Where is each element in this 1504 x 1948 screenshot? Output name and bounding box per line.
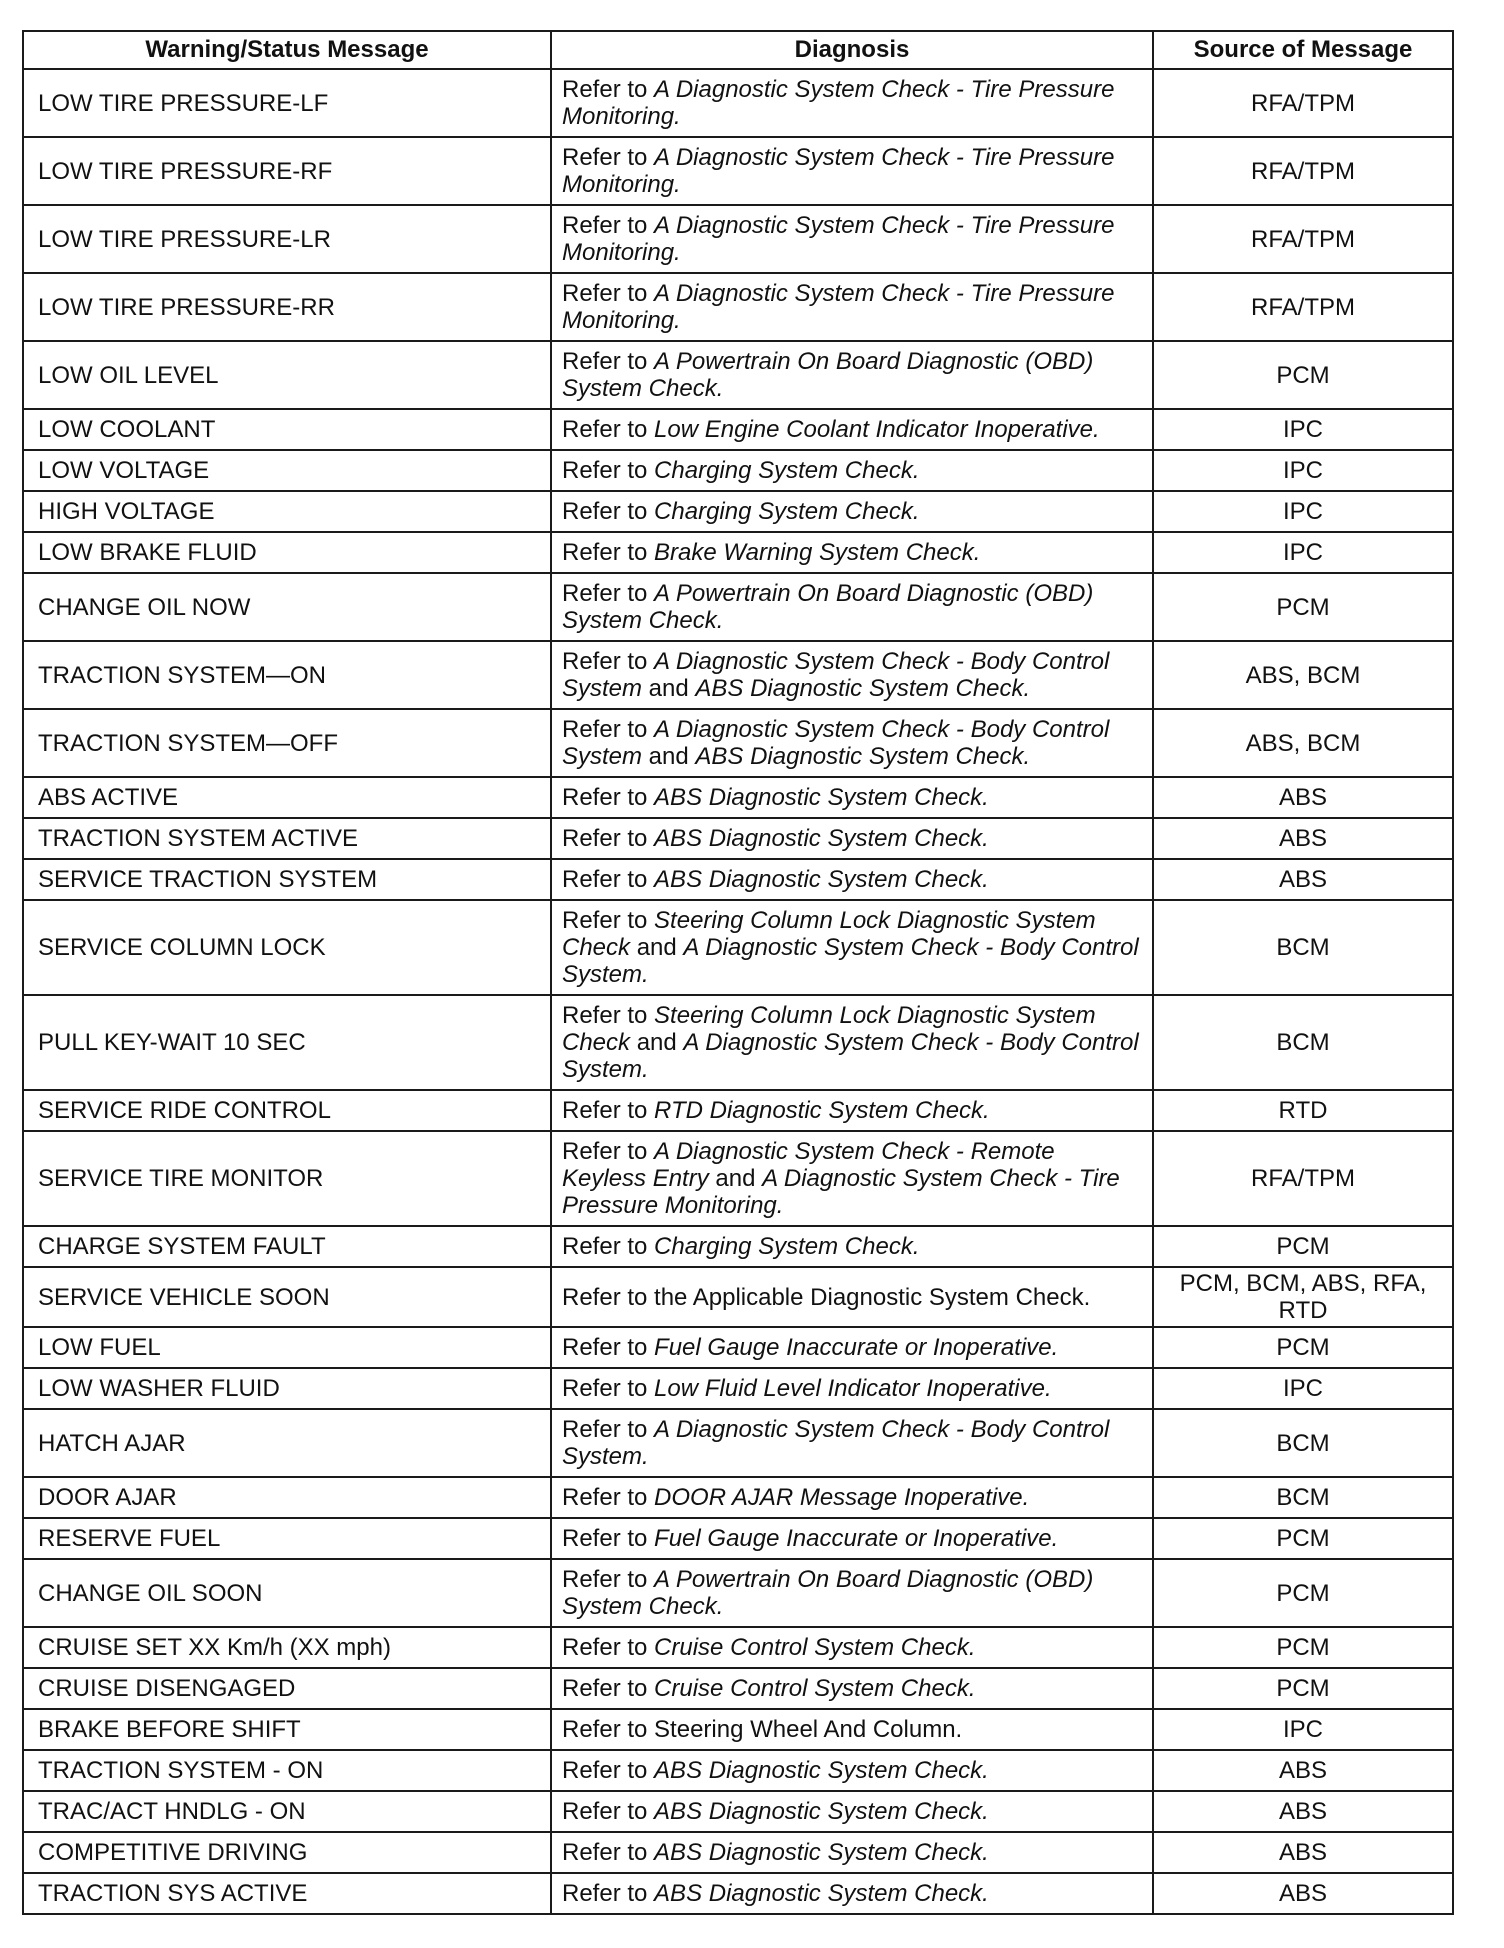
diagnosis-cell xyxy=(551,1750,1153,1791)
message-source-cell: BCM xyxy=(1153,900,1453,995)
diagnosis-reference-text: Charging System Check. xyxy=(654,457,920,484)
diagnosis-cell xyxy=(551,1477,1153,1518)
diagnosis-cell xyxy=(551,709,1153,777)
diagnosis-cell xyxy=(551,69,1153,137)
table-row xyxy=(23,69,1453,137)
diagnosis-text: Refer to xyxy=(562,1334,655,1361)
diagnosis-cell xyxy=(551,1327,1153,1368)
message-source-cell: PCM xyxy=(1153,1559,1453,1627)
diagnosis-reference-text: Cruise Control System Check. xyxy=(654,1675,976,1702)
diagnosis-reference-text: A Diagnostic System Check - Tire Pressure Monitoring. xyxy=(562,280,1115,334)
table-row xyxy=(23,1226,1453,1267)
diagnosis-reference-text: ABS Diagnostic System Check. xyxy=(654,784,989,811)
warning-message-cell: LOW COOLANT xyxy=(23,409,551,450)
warning-message-cell: SERVICE VEHICLE SOON xyxy=(23,1267,551,1327)
diagnosis-cell xyxy=(551,1368,1153,1409)
warning-message-cell: CHANGE OIL NOW xyxy=(23,573,551,641)
diagnosis-reference-text: Low Engine Coolant Indicator Inoperative. xyxy=(654,416,1100,443)
table-row xyxy=(23,205,1453,273)
message-source-cell: RFA/TPM xyxy=(1153,273,1453,341)
table-row xyxy=(23,1873,1453,1914)
diagnosis-cell xyxy=(551,573,1153,641)
table-row xyxy=(23,1409,1453,1477)
diagnosis-cell xyxy=(551,341,1153,409)
table-row xyxy=(23,1368,1453,1409)
diagnosis-text: Refer to xyxy=(562,1484,655,1511)
message-source-cell: RTD xyxy=(1153,1090,1453,1131)
diagnosis-reference-text: Fuel Gauge Inaccurate or Inoperative. xyxy=(654,1525,1059,1552)
diagnosis-text: Refer to xyxy=(562,784,655,811)
diagnosis-text: and xyxy=(642,743,696,770)
message-source-cell: RFA/TPM xyxy=(1153,69,1453,137)
diagnosis-reference-text: ABS Diagnostic System Check. xyxy=(654,1839,989,1866)
message-source-cell: PCM xyxy=(1153,1518,1453,1559)
table-row xyxy=(23,573,1453,641)
diagnosis-reference-text: Cruise Control System Check. xyxy=(654,1634,976,1661)
message-source-cell: ABS xyxy=(1153,1832,1453,1873)
diagnosis-reference-text: A Diagnostic System Check - Tire Pressure Monitoring. xyxy=(562,1165,1120,1219)
diagnosis-cell xyxy=(551,1791,1153,1832)
diagnosis-cell xyxy=(551,1131,1153,1226)
warning-message-cell: TRACTION SYSTEM ACTIVE xyxy=(23,818,551,859)
diagnosis-text: Refer to the Applicable Diagnostic System Check. xyxy=(562,1283,1091,1311)
diagnosis-reference-text: Fuel Gauge Inaccurate or Inoperative. xyxy=(654,1334,1059,1361)
table-row xyxy=(23,818,1453,859)
message-source-cell: PCM xyxy=(1153,1327,1453,1368)
message-source-cell: PCM xyxy=(1153,1668,1453,1709)
diagnosis-text: Refer to xyxy=(562,1138,655,1165)
diagnosis-text: Refer to xyxy=(562,1097,655,1124)
diagnosis-reference-text: ABS Diagnostic System Check. xyxy=(654,1757,989,1784)
diagnosis-reference-text: A Powertrain On Board Diagnostic (OBD) System Check. xyxy=(562,348,1094,402)
diagnosis-cell xyxy=(551,1559,1153,1627)
message-source-cell: ABS xyxy=(1153,859,1453,900)
diagnosis-reference-text: A Diagnostic System Check - Body Control System xyxy=(562,648,1110,702)
table-row xyxy=(23,1627,1453,1668)
message-source-cell: PCM, BCM, ABS, RFA, RTD xyxy=(1153,1267,1453,1327)
diagnosis-cell xyxy=(551,1226,1153,1267)
diagnosis-text: Refer to xyxy=(562,1002,655,1029)
diagnosis-cell xyxy=(551,137,1153,205)
message-source-cell: IPC xyxy=(1153,532,1453,573)
table-row xyxy=(23,859,1453,900)
diagnosis-text: Refer to xyxy=(562,1839,655,1866)
table-row xyxy=(23,273,1453,341)
diagnosis-cell xyxy=(551,409,1153,450)
message-source-cell: RFA/TPM xyxy=(1153,137,1453,205)
message-source-cell: ABS xyxy=(1153,1791,1453,1832)
table-row xyxy=(23,1518,1453,1559)
warning-message-cell: CHANGE OIL SOON xyxy=(23,1559,551,1627)
diagnosis-text: Refer to xyxy=(562,498,655,525)
diagnosis-text: and xyxy=(642,675,696,702)
message-source-cell: ABS xyxy=(1153,777,1453,818)
warning-message-cell: TRAC/ACT HNDLG - ON xyxy=(23,1791,551,1832)
message-source-cell: BCM xyxy=(1153,1477,1453,1518)
warning-message-cell: LOW TIRE PRESSURE-RR xyxy=(23,273,551,341)
diagnosis-text: Refer to xyxy=(562,825,655,852)
table-row xyxy=(23,1709,1453,1750)
message-source-cell: BCM xyxy=(1153,995,1453,1090)
diagnosis-text: Refer to xyxy=(562,1416,655,1443)
diagnosis-reference-text: A Diagnostic System Check - Tire Pressure Monitoring. xyxy=(562,76,1115,130)
column-header-source: Source of Message xyxy=(1153,31,1453,69)
diagnosis-reference-text: Charging System Check. xyxy=(654,1233,920,1260)
diagnosis-reference-text: Steering Column Lock Diagnostic System Check xyxy=(562,907,1096,961)
diagnosis-reference-text: A Diagnostic System Check - Body Control System xyxy=(562,716,1110,770)
message-source-cell: ABS xyxy=(1153,1750,1453,1791)
diagnosis-text: Refer to xyxy=(562,280,655,307)
diagnosis-reference-text: ABS Diagnostic System Check. xyxy=(695,675,1031,702)
diagnosis-cell xyxy=(551,995,1153,1090)
warning-message-cell: SERVICE TRACTION SYSTEM xyxy=(23,859,551,900)
table-row xyxy=(23,1327,1453,1368)
message-source-cell: PCM xyxy=(1153,1226,1453,1267)
diagnosis-reference-text: A Diagnostic System Check - Body Control System. xyxy=(562,1416,1110,1470)
warning-message-cell: CRUISE DISENGAGED xyxy=(23,1668,551,1709)
warning-message-cell: HATCH AJAR xyxy=(23,1409,551,1477)
diagnosis-cell xyxy=(551,273,1153,341)
warning-message-cell: LOW TIRE PRESSURE-LF xyxy=(23,69,551,137)
warning-message-cell: SERVICE RIDE CONTROL xyxy=(23,1090,551,1131)
message-source-cell: BCM xyxy=(1153,1409,1453,1477)
message-source-cell: IPC xyxy=(1153,491,1453,532)
message-source-cell: ABS, BCM xyxy=(1153,709,1453,777)
diagnosis-text: Refer to xyxy=(562,1757,655,1784)
warning-message-cell: PULL KEY-WAIT 10 SEC xyxy=(23,995,551,1090)
warning-status-table xyxy=(22,30,1454,1915)
diagnosis-cell xyxy=(551,1709,1153,1750)
diagnosis-text: Refer to xyxy=(562,1525,655,1552)
diagnosis-text: Refer to xyxy=(562,1880,655,1907)
warning-message-cell: ABS ACTIVE xyxy=(23,777,551,818)
diagnosis-text: Refer to xyxy=(562,1233,655,1260)
table-row xyxy=(23,641,1453,709)
diagnosis-reference-text: ABS Diagnostic System Check. xyxy=(654,825,989,852)
warning-message-cell: COMPETITIVE DRIVING xyxy=(23,1832,551,1873)
warning-message-cell: TRACTION SYSTEM—OFF xyxy=(23,709,551,777)
table-row xyxy=(23,1750,1453,1791)
diagnosis-text: Refer to xyxy=(562,648,655,675)
diagnosis-cell xyxy=(551,1832,1153,1873)
diagnosis-cell xyxy=(551,641,1153,709)
diagnosis-cell xyxy=(551,1873,1153,1914)
diagnosis-text: Refer to xyxy=(562,416,655,443)
diagnosis-text: Refer to xyxy=(562,716,655,743)
warning-message-cell: LOW WASHER FLUID xyxy=(23,1368,551,1409)
warning-message-cell: TRACTION SYS ACTIVE xyxy=(23,1873,551,1914)
diagnosis-text: and xyxy=(630,934,684,961)
message-source-cell: PCM xyxy=(1153,1627,1453,1668)
diagnosis-reference-text: Low Fluid Level Indicator Inoperative. xyxy=(654,1375,1052,1402)
diagnosis-reference-text: DOOR AJAR Message Inoperative. xyxy=(654,1484,1030,1511)
warning-message-cell: CRUISE SET XX Km/h (XX mph) xyxy=(23,1627,551,1668)
message-source-cell: PCM xyxy=(1153,573,1453,641)
diagnosis-cell xyxy=(551,205,1153,273)
diagnosis-reference-text: Charging System Check. xyxy=(654,498,920,525)
warning-message-cell: SERVICE TIRE MONITOR xyxy=(23,1131,551,1226)
diagnosis-reference-text: A Diagnostic System Check - Tire Pressure Monitoring. xyxy=(562,212,1115,266)
diagnosis-reference-text: ABS Diagnostic System Check. xyxy=(695,743,1031,770)
diagnosis-text: and xyxy=(708,1165,763,1192)
table-row xyxy=(23,1668,1453,1709)
warning-message-cell: LOW OIL LEVEL xyxy=(23,341,551,409)
table-row xyxy=(23,409,1453,450)
table-row xyxy=(23,1131,1453,1226)
column-header-diagnosis: Diagnosis xyxy=(551,31,1153,69)
message-source-cell: RFA/TPM xyxy=(1153,205,1453,273)
table-row xyxy=(23,1791,1453,1832)
table-row xyxy=(23,137,1453,205)
table-row xyxy=(23,450,1453,491)
diagnosis-reference-text: A Diagnostic System Check - Tire Pressure Monitoring. xyxy=(562,144,1115,198)
diagnosis-text: Refer to xyxy=(562,457,655,484)
table-row xyxy=(23,1267,1453,1327)
diagnosis-text: Refer to Steering Wheel And Column. xyxy=(562,1716,963,1743)
diagnosis-reference-text: Brake Warning System Check. xyxy=(654,539,981,566)
diagnosis-cell xyxy=(551,450,1153,491)
diagnosis-cell xyxy=(551,777,1153,818)
diagnosis-text: Refer to xyxy=(562,144,655,171)
warning-message-cell: SERVICE COLUMN LOCK xyxy=(23,900,551,995)
diagnosis-reference-text: ABS Diagnostic System Check. xyxy=(654,1880,989,1907)
diagnosis-cell xyxy=(551,1627,1153,1668)
table-row xyxy=(23,1559,1453,1627)
diagnosis-text: Refer to xyxy=(562,1566,655,1593)
diagnosis-cell xyxy=(551,1518,1153,1559)
diagnosis-reference-text: A Powertrain On Board Diagnostic (OBD) System Check. xyxy=(562,580,1094,634)
diagnosis-cell xyxy=(551,818,1153,859)
diagnosis-cell xyxy=(551,1090,1153,1131)
warning-message-cell: LOW BRAKE FLUID xyxy=(23,532,551,573)
diagnosis-text: Refer to xyxy=(562,1675,655,1702)
diagnosis-reference-text: Steering Column Lock Diagnostic System Check xyxy=(562,1002,1096,1056)
diagnosis-cell xyxy=(551,532,1153,573)
warning-message-cell: BRAKE BEFORE SHIFT xyxy=(23,1709,551,1750)
diagnosis-reference-text: ABS Diagnostic System Check. xyxy=(654,1798,989,1825)
warning-message-cell: TRACTION SYSTEM - ON xyxy=(23,1750,551,1791)
message-source-cell: IPC xyxy=(1153,1368,1453,1409)
diagnosis-reference-text: A Diagnostic System Check - Body Control System. xyxy=(562,934,1139,988)
table-header-row xyxy=(23,31,1453,69)
diagnosis-reference-text: A Powertrain On Board Diagnostic (OBD) System Check. xyxy=(562,1566,1094,1620)
warning-message-cell: LOW VOLTAGE xyxy=(23,450,551,491)
table-row xyxy=(23,1477,1453,1518)
diagnosis-text: Refer to xyxy=(562,212,655,239)
diagnosis-text: Refer to xyxy=(562,907,655,934)
message-source-cell: IPC xyxy=(1153,409,1453,450)
diagnosis-text: Refer to xyxy=(562,76,655,103)
diagnosis-cell xyxy=(551,900,1153,995)
table-row xyxy=(23,341,1453,409)
diagnosis-text: Refer to xyxy=(562,866,655,893)
diagnosis-cell xyxy=(551,491,1153,532)
table-row xyxy=(23,1090,1453,1131)
warning-message-cell: RESERVE FUEL xyxy=(23,1518,551,1559)
message-source-cell: IPC xyxy=(1153,450,1453,491)
diagnosis-text: Refer to xyxy=(562,1798,655,1825)
diagnosis-text: and xyxy=(630,1029,684,1056)
diagnosis-text: Refer to xyxy=(562,1634,655,1661)
warning-message-cell: LOW TIRE PRESSURE-LR xyxy=(23,205,551,273)
diagnosis-cell xyxy=(551,1409,1153,1477)
warning-message-cell: CHARGE SYSTEM FAULT xyxy=(23,1226,551,1267)
diagnosis-reference-text: A Diagnostic System Check - Body Control System. xyxy=(562,1029,1139,1083)
warning-message-cell: LOW FUEL xyxy=(23,1327,551,1368)
diagnosis-cell xyxy=(551,859,1153,900)
document-sheet xyxy=(22,30,1452,1915)
message-source-cell: ABS xyxy=(1153,818,1453,859)
message-source-cell: IPC xyxy=(1153,1709,1453,1750)
message-source-cell: ABS, BCM xyxy=(1153,641,1453,709)
message-source-cell: PCM xyxy=(1153,341,1453,409)
diagnosis-text: Refer to xyxy=(562,580,655,607)
diagnosis-reference-text: RTD Diagnostic System Check. xyxy=(654,1097,990,1124)
diagnosis-text: Refer to xyxy=(562,348,655,375)
diagnosis-reference-text: A Diagnostic System Check - Remote Keyless Entry xyxy=(562,1138,1055,1192)
table-row xyxy=(23,900,1453,995)
diagnosis-cell xyxy=(551,1267,1153,1327)
table-row xyxy=(23,491,1453,532)
warning-message-cell: DOOR AJAR xyxy=(23,1477,551,1518)
message-source-cell: ABS xyxy=(1153,1873,1453,1914)
warning-message-cell: LOW TIRE PRESSURE-RF xyxy=(23,137,551,205)
diagnosis-reference-text: ABS Diagnostic System Check. xyxy=(654,866,989,893)
diagnosis-cell xyxy=(551,1668,1153,1709)
table-row xyxy=(23,709,1453,777)
diagnosis-text: Refer to xyxy=(562,1375,655,1402)
table-row xyxy=(23,777,1453,818)
warning-message-cell: HIGH VOLTAGE xyxy=(23,491,551,532)
table-body xyxy=(23,69,1453,1914)
table-row xyxy=(23,995,1453,1090)
diagnosis-text: Refer to xyxy=(562,539,655,566)
warning-message-cell: TRACTION SYSTEM—ON xyxy=(23,641,551,709)
table-row xyxy=(23,1832,1453,1873)
column-header-message: Warning/Status Message xyxy=(23,31,551,69)
table-row xyxy=(23,532,1453,573)
message-source-cell: RFA/TPM xyxy=(1153,1131,1453,1226)
